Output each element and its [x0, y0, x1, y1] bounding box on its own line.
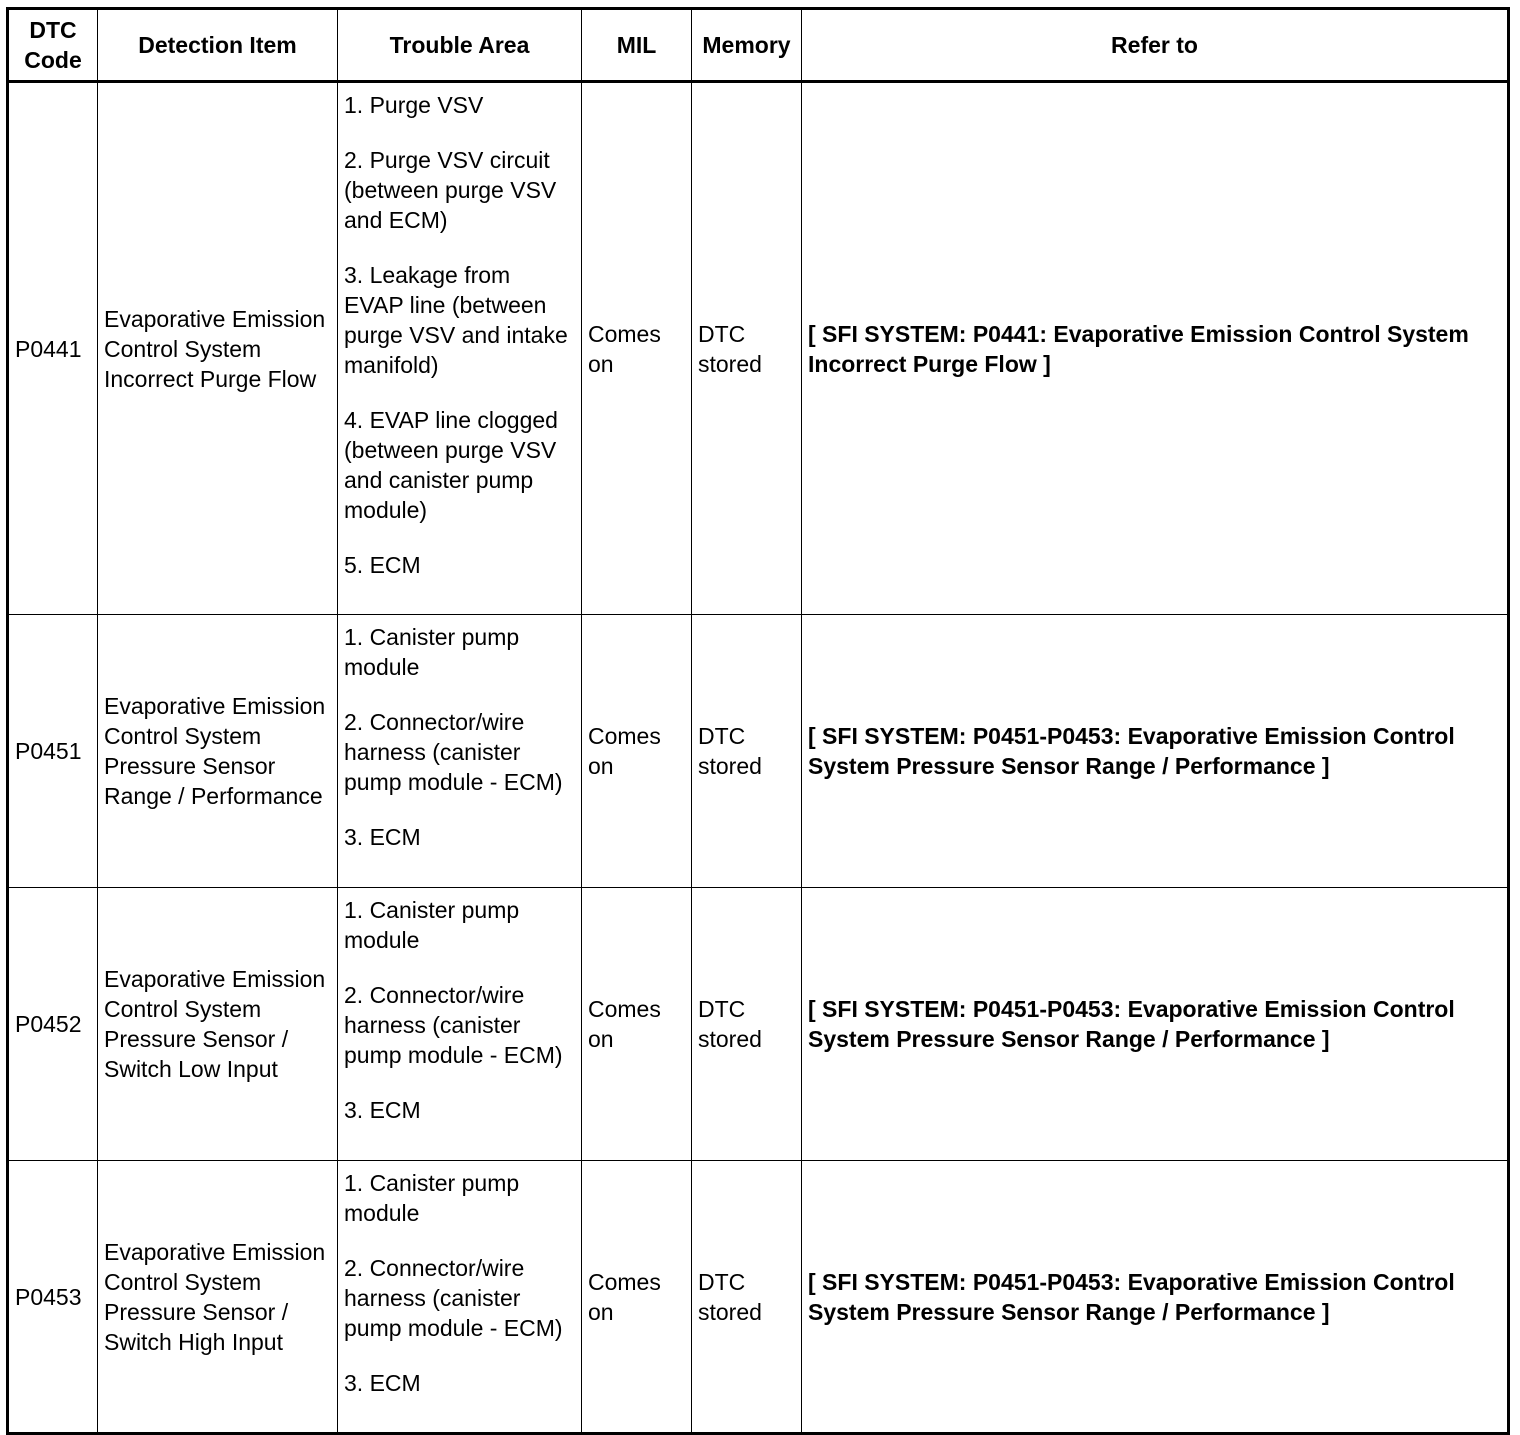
detection-item-cell: Evaporative Emission Control System Pressure Sensor / Switch High Input: [98, 1161, 338, 1434]
trouble-area-item: 1. Canister pump module: [344, 624, 520, 680]
trouble-area-item: 1. Canister pump module: [344, 1170, 520, 1226]
header-dtc-code: DTC Code: [8, 9, 98, 82]
dtc-code-cell: P0453: [8, 1161, 98, 1434]
dtc-table: [6, 7, 1510, 1435]
trouble-area-item: 2. Connector/wire harness (canister pump module - ECM): [344, 1255, 563, 1341]
trouble-area-item: 3. ECM: [344, 824, 421, 850]
dtc-code-cell: P0451: [8, 615, 98, 888]
mil-cell: Comes on: [582, 82, 692, 615]
trouble-area-cell: [338, 82, 582, 615]
trouble-area-item: 4. EVAP line clogged (between purge VSV and canister pump module): [344, 407, 558, 523]
memory-cell: DTC stored: [692, 82, 802, 615]
header-trouble-area: Trouble Area: [338, 9, 582, 82]
header-mil: MIL: [582, 9, 692, 82]
trouble-area-cell: [338, 888, 582, 1161]
header-memory: Memory: [692, 9, 802, 82]
memory-cell: DTC stored: [692, 1161, 802, 1434]
trouble-area-item: 2. Purge VSV circuit (between purge VSV and ECM): [344, 147, 557, 233]
detection-item-cell: Evaporative Emission Control System Pressure Sensor / Switch Low Input: [98, 888, 338, 1161]
dtc-code-cell: P0452: [8, 888, 98, 1161]
table-header-row: [8, 9, 1509, 82]
table-row: [8, 82, 1509, 615]
trouble-area-cell: [338, 615, 582, 888]
trouble-area-item: 2. Connector/wire harness (canister pump module - ECM): [344, 982, 563, 1068]
trouble-area-item: 1. Canister pump module: [344, 897, 520, 953]
mil-cell: Comes on: [582, 615, 692, 888]
table-row: [8, 615, 1509, 888]
detection-item-cell: Evaporative Emission Control System Incorrect Purge Flow: [98, 82, 338, 615]
header-refer-to: Refer to: [802, 9, 1509, 82]
mil-cell: Comes on: [582, 1161, 692, 1434]
trouble-area-cell: [338, 1161, 582, 1434]
memory-cell: DTC stored: [692, 888, 802, 1161]
trouble-area-item: 3. ECM: [344, 1370, 421, 1396]
header-detection-item: Detection Item: [98, 9, 338, 82]
dtc-code-cell: P0441: [8, 82, 98, 615]
trouble-area-item: 2. Connector/wire harness (canister pump module - ECM): [344, 709, 563, 795]
detection-item-cell: Evaporative Emission Control System Pressure Sensor Range / Performance: [98, 615, 338, 888]
trouble-area-item: 3. Leakage from EVAP line (between purge VSV and intake manifold): [344, 262, 568, 378]
table-row: [8, 1161, 1509, 1434]
memory-cell: DTC stored: [692, 615, 802, 888]
refer-to-link[interactable]: [ SFI SYSTEM: P0451-P0453: Evaporative Emission Control System Pressure Sensor Range / Performance ]: [802, 1161, 1509, 1434]
table-row: [8, 888, 1509, 1161]
trouble-area-item: 1. Purge VSV: [344, 92, 484, 118]
refer-to-link[interactable]: [ SFI SYSTEM: P0441: Evaporative Emission Control System Incorrect Purge Flow ]: [802, 82, 1509, 615]
refer-to-link[interactable]: [ SFI SYSTEM: P0451-P0453: Evaporative Emission Control System Pressure Sensor Range / Performance ]: [802, 888, 1509, 1161]
trouble-area-item: 5. ECM: [344, 552, 421, 578]
refer-to-link[interactable]: [ SFI SYSTEM: P0451-P0453: Evaporative Emission Control System Pressure Sensor Range / Performance ]: [802, 615, 1509, 888]
mil-cell: Comes on: [582, 888, 692, 1161]
trouble-area-item: 3. ECM: [344, 1097, 421, 1123]
